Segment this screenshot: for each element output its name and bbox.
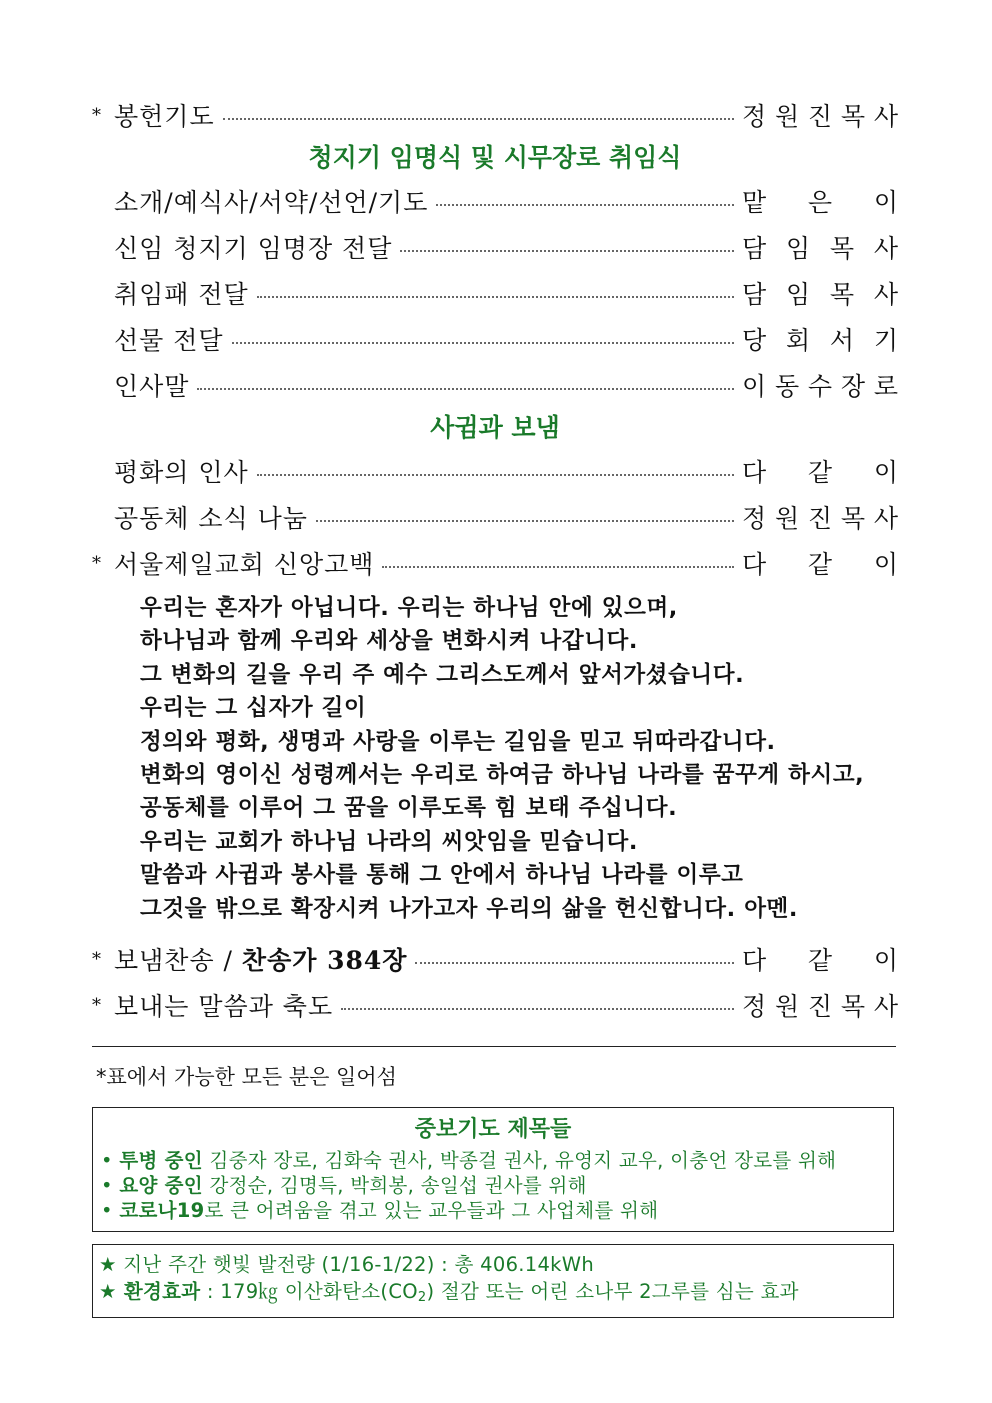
leader-char: 담 — [742, 234, 767, 263]
order-label: 선물 전달 — [114, 326, 224, 355]
prayer-item — [93, 1173, 893, 1198]
solar-box — [92, 1244, 894, 1318]
prayer-text: 강정순, 김명득, 박희봉, 송일섭 권사를 위해 — [202, 1174, 587, 1198]
order-leader — [742, 321, 898, 357]
leader-char: 맡 — [742, 188, 767, 217]
solar-line-1 — [93, 1251, 893, 1278]
leader-dots — [382, 566, 734, 568]
leader-char: 진 — [807, 504, 833, 533]
order-leader — [742, 453, 898, 489]
leader-char: 임 — [785, 280, 811, 309]
leader-char: 목 — [829, 280, 855, 309]
order-mark: * — [92, 948, 101, 970]
leader-char: 다 — [742, 550, 767, 579]
leader-char: 진 — [807, 102, 833, 131]
leader-char: 장 — [840, 372, 866, 401]
leader-dots — [197, 388, 734, 390]
leader-char: 회 — [785, 326, 811, 355]
order-leader — [742, 229, 898, 265]
leader-char: 임 — [785, 234, 811, 263]
order-label-plain: 보냄찬송 / — [114, 946, 242, 976]
creed-text — [92, 592, 898, 926]
leader-dots — [223, 118, 734, 120]
solar-head: 환경효과 — [116, 1280, 201, 1304]
order-leader — [742, 941, 898, 977]
order-row — [92, 224, 898, 270]
creed-line: 우리는 혼자가 아닙니다. 우리는 하나님 안에 있으며, — [140, 595, 678, 621]
creed-line: 그 변화의 길을 우리 주 예수 그리스도께서 앞서가셨습니다. — [140, 661, 745, 688]
leader-char: 동 — [774, 372, 800, 401]
leader-dots — [415, 962, 734, 964]
solar-sub: 2 — [417, 1290, 427, 1306]
leader-char: 다 — [742, 946, 767, 976]
leader-char: 사 — [873, 992, 898, 1022]
bullet-icon: • — [101, 1199, 113, 1223]
leader-char: 사 — [873, 234, 898, 263]
leader-char: 원 — [774, 992, 800, 1022]
leader-char: 원 — [774, 504, 800, 533]
order-label: 신임 청지기 임명장 전달 — [114, 234, 393, 263]
order-label-bold: 찬송가 384장 — [241, 946, 408, 976]
leader-char: 담 — [742, 280, 767, 309]
prayer-item — [93, 1198, 893, 1223]
leader-dots — [232, 342, 734, 344]
leader-char: 정 — [742, 102, 767, 131]
leader-char: 목 — [829, 234, 855, 263]
leader-char: 다 — [742, 458, 767, 487]
leader-char: 목 — [840, 102, 866, 131]
order-leader — [742, 183, 898, 219]
leader-char: 당 — [742, 326, 767, 355]
leader-char: 사 — [873, 280, 898, 309]
standing-note: *표에서 가능한 모든 분은 일어섬 — [96, 1065, 397, 1090]
order-label: 취임패 전달 — [114, 280, 249, 309]
prayer-list — [93, 1148, 893, 1223]
order-label: 공동체 소식 나눔 — [114, 504, 308, 533]
order-leader — [742, 545, 898, 581]
creed-line: 하나님과 함께 우리와 세상을 변화시켜 나갑니다. — [140, 628, 639, 655]
leader-char: 원 — [774, 102, 800, 131]
leader-dots — [257, 296, 734, 298]
order-row — [92, 982, 898, 1028]
prayer-head: 투병 중인 — [119, 1149, 203, 1173]
prayer-text: 로 큰 어려움을 겪고 있는 교우들과 그 사업체를 위해 — [204, 1199, 659, 1223]
leader-char: 이 — [873, 458, 898, 487]
leader-char: 이 — [873, 188, 898, 217]
leader-dots — [316, 520, 734, 522]
leader-char: 목 — [840, 992, 866, 1022]
leader-char: 이 — [873, 946, 898, 976]
order-leader — [742, 97, 898, 133]
leader-char: 수 — [807, 372, 833, 401]
creed-line: 공동체를 이루어 그 꿈을 이루도록 힘 보태 주십니다. — [140, 795, 678, 822]
leader-char: 같 — [807, 946, 833, 976]
order-leader — [742, 499, 898, 535]
creed-line: 그것을 밖으로 확장시켜 나가고자 우리의 삶을 헌신합니다. 아멘. — [140, 895, 799, 922]
order-leader — [742, 987, 898, 1023]
prayer-head: 코로나19 — [119, 1199, 205, 1223]
leader-char: 이 — [873, 550, 898, 579]
leader-char: 사 — [873, 102, 898, 131]
order-row — [92, 92, 898, 138]
order-row — [92, 448, 898, 494]
order-mark: * — [92, 552, 101, 574]
order-label — [114, 941, 407, 977]
order-label: 서울제일교회 신앙고백 — [114, 550, 375, 579]
leader-char: 목 — [840, 504, 866, 533]
solar-text: 지난 주간 햇빛 발전량 (1/16-1/22) : 총 406.14kWh — [116, 1253, 595, 1277]
leader-char: 은 — [807, 188, 833, 217]
solar-text-a: : 179㎏ 이산화탄소(CO — [200, 1280, 418, 1304]
solar-line-2 — [93, 1278, 893, 1311]
order-label: 인사말 — [114, 372, 190, 401]
leader-char: 이 — [742, 372, 767, 401]
prayer-box — [92, 1107, 894, 1232]
leader-char: 정 — [742, 504, 767, 533]
worship-order-end — [92, 936, 898, 1028]
order-mark: * — [92, 994, 101, 1016]
leader-dots — [400, 250, 734, 252]
leader-dots — [257, 474, 734, 476]
creed-line: 말씀과 사귐과 봉사를 통해 그 안에서 하나님 나라를 이루고 — [140, 862, 744, 889]
prayer-box-title: 중보기도 제목들 — [414, 1117, 572, 1143]
order-label-plain: 보내는 말씀과 축도 — [114, 992, 334, 1022]
creed-line: 우리는 교회가 하나님 나라의 씨앗임을 믿습니다. — [140, 828, 639, 855]
leader-char: 사 — [873, 504, 898, 533]
order-label — [114, 987, 333, 1023]
order-leader — [742, 275, 898, 311]
star-icon: ★ — [99, 1280, 117, 1304]
section-heading: 사귐과 보냄 — [430, 413, 560, 442]
leader-char: 기 — [873, 326, 898, 355]
worship-order — [92, 92, 898, 586]
creed-line: 변화의 영이신 성령께서는 우리로 하여금 하나님 나라를 꿈꾸게 하시고, — [140, 762, 865, 789]
leader-char: 진 — [807, 992, 833, 1022]
order-mark: * — [92, 104, 101, 126]
order-row — [92, 540, 898, 586]
order-row — [92, 316, 898, 362]
creed-line: 우리는 그 십자가 길이 — [140, 695, 367, 722]
order-label: 봉헌기도 — [114, 102, 215, 131]
creed-line: 정의와 평화, 생명과 사랑을 이루는 길임을 믿고 뒤따라갑니다. — [140, 728, 776, 755]
order-label: 소개/예식사/서약/선언/기도 — [114, 188, 429, 217]
order-row — [92, 936, 898, 982]
solar-text-b: ) 절감 또는 어린 소나무 2그루를 심는 효과 — [426, 1280, 799, 1304]
leader-char: 로 — [873, 372, 898, 401]
order-leader — [742, 367, 898, 403]
bulletin-page — [92, 92, 898, 1318]
order-label: 평화의 인사 — [114, 458, 249, 487]
prayer-head: 요양 중인 — [119, 1174, 203, 1198]
divider — [92, 1046, 896, 1047]
leader-dots — [436, 204, 734, 206]
leader-char: 같 — [807, 550, 833, 579]
leader-char: 같 — [807, 458, 833, 487]
bullet-icon: • — [101, 1174, 113, 1198]
bullet-icon: • — [101, 1149, 113, 1173]
leader-dots — [341, 1008, 734, 1010]
order-row — [92, 494, 898, 540]
leader-char: 서 — [829, 326, 855, 355]
order-row — [92, 362, 898, 408]
prayer-item — [93, 1148, 893, 1173]
order-row — [92, 178, 898, 224]
section-heading: 청지기 임명식 및 시무장로 취임식 — [308, 143, 682, 172]
star-icon: ★ — [99, 1253, 117, 1277]
prayer-text: 김중자 장로, 김화숙 권사, 박종걸 권사, 유영지 교우, 이충언 장로를 위해 — [202, 1149, 837, 1173]
leader-char: 정 — [742, 992, 767, 1022]
order-row — [92, 270, 898, 316]
